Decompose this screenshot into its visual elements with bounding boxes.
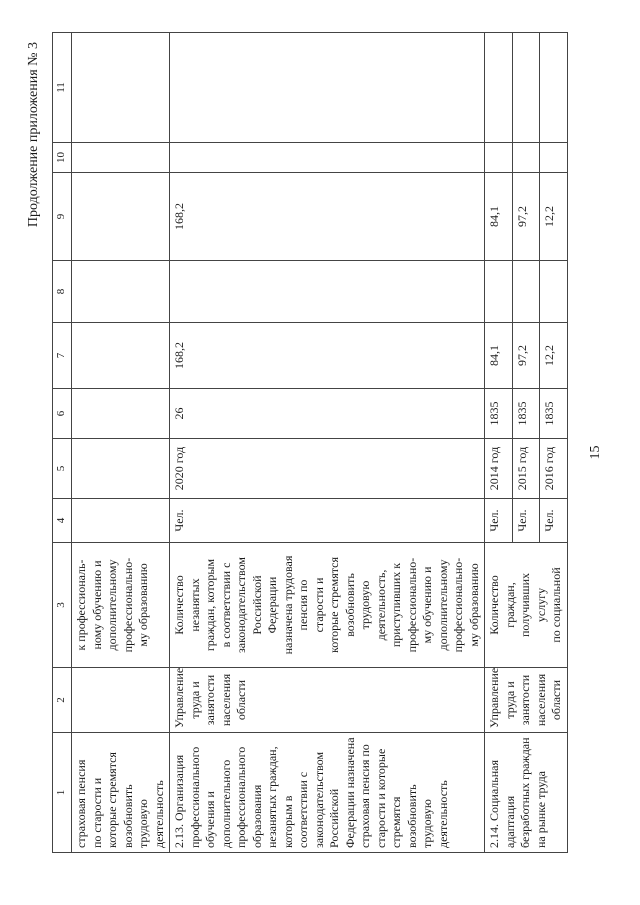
column-number: 2 <box>53 668 72 733</box>
local-cell <box>72 143 170 173</box>
year-cell: 2020 год <box>170 439 485 499</box>
unit-cell: Чел. <box>170 499 485 543</box>
column-number: 6 <box>53 389 72 439</box>
executor-cell: Управление труда и занятости населения области <box>170 668 485 733</box>
regional-cell: 84,1 <box>485 173 513 261</box>
unit-cell: Чел. <box>512 499 540 543</box>
column-number: 4 <box>53 499 72 543</box>
measure-name-cell: 2.13. Организация профессионального обучения и дополнительного профессионального образования незанятых граждан, которым в соответствии с законодательством Российской Федерации назначена страховая пенсия по старости и которые стремятся возобновить трудовую деятельность <box>170 733 485 853</box>
total-cell: 168,2 <box>170 323 485 389</box>
column-number: 1 <box>53 733 72 853</box>
indicator-cell: к профессиональ- ному обучению и дополнительному профессионально- му образованию <box>72 543 170 668</box>
executor-cell <box>72 668 170 733</box>
unit-cell: Чел. <box>485 499 513 543</box>
federal-cell <box>170 261 485 323</box>
other-cell <box>512 33 540 143</box>
program-table <box>52 32 568 853</box>
total-cell: 97,2 <box>512 323 540 389</box>
table-row-2-13 <box>170 33 485 853</box>
page-number: 15 <box>588 445 603 460</box>
column-number: 8 <box>53 261 72 323</box>
federal-cell <box>540 261 568 323</box>
column-number: 10 <box>53 143 72 173</box>
other-cell <box>485 33 513 143</box>
year-cell: 2015 год <box>512 439 540 499</box>
year-cell: 2014 год <box>485 439 513 499</box>
table-row-2-14 <box>485 33 513 853</box>
regional-cell: 97,2 <box>512 173 540 261</box>
other-cell <box>170 33 485 143</box>
federal-cell <box>512 261 540 323</box>
federal-cell <box>72 261 170 323</box>
year-cell: 2016 год <box>540 439 568 499</box>
value-cell: 1835 <box>540 389 568 439</box>
measure-name-cell: 2.14. Социальная адаптация безработных граждан на рынке труда <box>485 733 568 853</box>
local-cell <box>512 143 540 173</box>
unit-cell <box>72 499 170 543</box>
measure-name-cell: страховая пенсия по старости и которые стремятся возобновить трудовую деятельность <box>72 733 170 853</box>
column-number: 3 <box>53 543 72 668</box>
value-cell <box>72 389 170 439</box>
regional-cell: 12,2 <box>540 173 568 261</box>
indicator-cell: Количество незанятых граждан, которым в соответствии с законодательством Российской Федерации назначена трудовая пенсия по старости и которые стремятся возобновить трудовую деятельность, приступивших к профессионально- му обучению и дополнительному профессионально- му образованию <box>170 543 485 668</box>
other-cell <box>72 33 170 143</box>
regional-cell: 168,2 <box>170 173 485 261</box>
column-number: 11 <box>53 33 72 143</box>
table-row-continued <box>72 33 170 853</box>
total-cell: 12,2 <box>540 323 568 389</box>
executor-cell: Управление труда и занятости населения области <box>485 668 568 733</box>
local-cell <box>170 143 485 173</box>
indicator-cell: Количество граждан, получивших услугу по социальной <box>485 543 568 668</box>
regional-cell <box>72 173 170 261</box>
year-cell <box>72 439 170 499</box>
federal-cell <box>485 261 513 323</box>
column-number: 7 <box>53 323 72 389</box>
value-cell: 1835 <box>485 389 513 439</box>
continuation-note: Продолжение приложения № 3 <box>26 42 41 228</box>
other-cell <box>540 33 568 143</box>
unit-cell: Чел. <box>540 499 568 543</box>
column-number: 9 <box>53 173 72 261</box>
value-cell: 1835 <box>512 389 540 439</box>
column-number: 5 <box>53 439 72 499</box>
total-cell <box>72 323 170 389</box>
total-cell: 84,1 <box>485 323 513 389</box>
column-number-row <box>53 33 72 853</box>
local-cell <box>540 143 568 173</box>
value-cell: 26 <box>170 389 485 439</box>
local-cell <box>485 143 513 173</box>
